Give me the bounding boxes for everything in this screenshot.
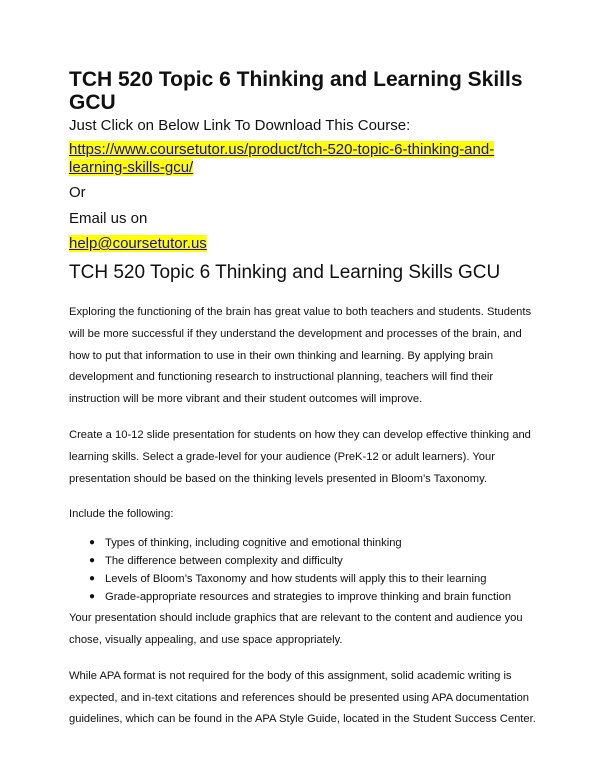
- paragraph-graphics: Your presentation should include graphics that are relevant to the content and audience you chose, visually appealing, and use space appropriately.: [69, 612, 523, 646]
- requirements-list: [69, 534, 539, 606]
- document-title: TCH 520 Topic 6 Thinking and Learning Skills GCU: [69, 68, 523, 114]
- list-item-text: Types of thinking, including cognitive and emotional thinking: [105, 537, 402, 550]
- bullet-icon: ●: [89, 591, 96, 603]
- list-item-text: The difference between complexity and difficulty: [105, 555, 343, 568]
- email-link[interactable]: help@coursetutor.us: [69, 235, 207, 252]
- list-item: [69, 534, 539, 552]
- bullet-icon: ●: [89, 573, 96, 585]
- list-item: [69, 552, 539, 570]
- list-item: [69, 588, 539, 606]
- include-label: Include the following:: [69, 508, 174, 521]
- list-item-text: Grade-appropriate resources and strategies to improve thinking and brain function: [105, 591, 512, 604]
- or-text: Or: [69, 184, 86, 201]
- course-link[interactable]: https://www.coursetutor.us/product/tch-520-topic-6-thinking-and-learning-skills-gcu/: [69, 141, 495, 176]
- list-item-text: Levels of Bloom’s Taxonomy and how students will apply this to their learning: [105, 573, 487, 586]
- email-label: Email us on: [69, 210, 148, 227]
- document-subtitle: TCH 520 Topic 6 Thinking and Learning Skills GCU: [69, 262, 501, 283]
- email-link-line: [69, 235, 539, 253]
- paragraph-overview: Exploring the functioning of the brain has great value to both teachers and students. Students will be more successful if they understand the development and processes of the brain, and how to put that information to use in their own thinking and learning. By applying brain development and functioning research to instructional planning, teachers will find their instruction will be more vibrant and their student outcomes will improve.: [69, 306, 532, 406]
- paragraph-apa: While APA format is not required for the body of this assignment, solid academic writing is expected, and in-text citations and references should be presented using APA documentation guidelines, which can be found in the APA Style Guide, located in the Student Success Center.: [69, 669, 536, 726]
- document-content: [69, 68, 539, 731]
- course-link-line: [69, 141, 539, 177]
- download-intro: Just Click on Below Link To Download This Course:: [69, 117, 411, 134]
- list-item: [69, 570, 539, 588]
- bullet-icon: ●: [89, 537, 96, 549]
- bullet-icon: ●: [89, 555, 96, 567]
- paragraph-assignment: Create a 10-12 slide presentation for students on how they can develop effective thinking and learning skills. Select a grade-level for your audience (PreK-12 or adult learners). Your presentation should be based on the thinking levels presented in Bloom’s Taxonomy.: [69, 428, 531, 485]
